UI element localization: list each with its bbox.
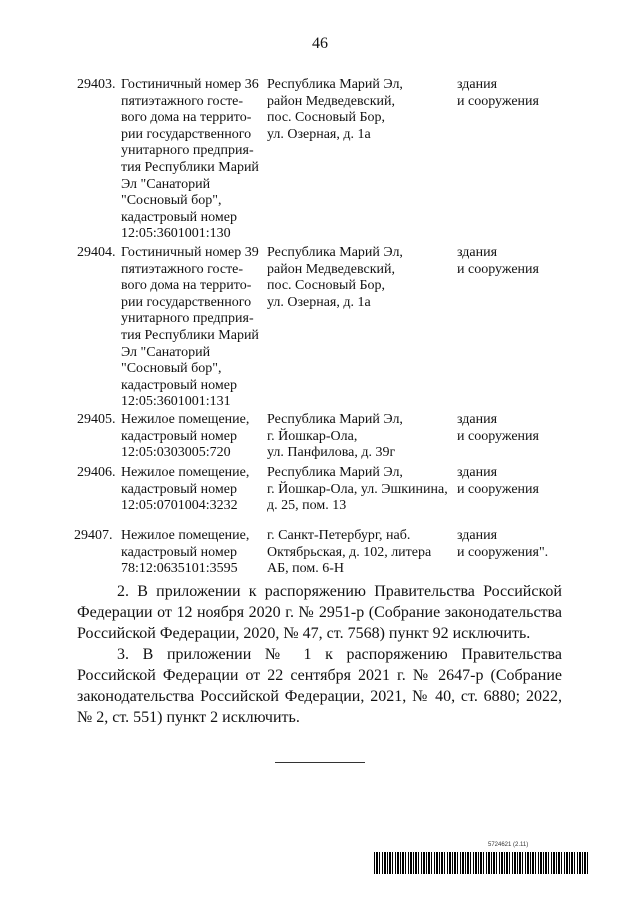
object-address: Республика Марий Эл, г. Йошкар-Ола, ул. Панфилова, д. 39г [267,412,403,461]
object-name: Нежилое помещение, кадастровый номер 12:05:0303005:720 [121,412,250,461]
object-address: Республика Марий Эл, район Медведевский, пос. Сосновый Бор, ул. Озерная, д. 1а [267,77,403,142]
object-type: здания и сооружения". [457,528,549,560]
row-number: 29404. [77,245,116,260]
row-number: 29407. [74,528,113,543]
separator-line [275,762,365,763]
paragraph-item-2 [77,581,562,644]
row-number: 29405. [77,412,116,427]
document-code: 5724621 (2.11) [488,842,529,848]
paragraph-item-3 [77,644,562,728]
object-name: Нежилое помещение, кадастровый номер 12:05:0701004:3232 [121,465,250,514]
object-address: Республика Марий Эл, район Медведевский, пос. Сосновый Бор, ул. Озерная, д. 1а [267,245,403,310]
paragraph-text: 2. В приложении к распоряжению Правительства Российской Федерации от 12 ноября 2020 г. № 2951-р (Собрание законодательства Российской Федерации, 2020, № 47, ст. 7568) пункт 92 исключить. [77,583,562,642]
object-type: здания и сооружения [457,412,539,444]
page-number: 46 [312,35,328,52]
barcode [374,852,589,874]
row-number: 29406. [77,465,116,480]
object-name: Гостиничный номер 36 пятиэтажного госте- вого дома на террито- рии государственного унитарного предприя- тия Республики Марий Эл "Санаторий "Сосновый бор", кадастровый номер 12:05:3601001:130 [121,77,259,242]
object-name: Нежилое помещение, кадастровый номер 78:12:0635101:3595 [121,528,250,577]
object-type: здания и сооружения [457,465,539,497]
object-address: г. Санкт-Петербург, наб. Октябрьская, д. 102, литера АБ, пом. 6-Н [267,528,432,577]
row-number: 29403. [77,77,116,92]
paragraph-text: 3. В приложении № 1 к распоряжению Правительства Российской Федерации от 22 сентября 2021 г. № 2647-р (Собрание законодательства Российской Федерации, 2021, № 40, ст. 6880; 2022, № 2, ст. 551) пункт 2 исключить. [77,646,562,726]
object-name: Гостиничный номер 39 пятиэтажного госте- вого дома на террито- рии государственного унитарного предприя- тия Республики Марий Эл "Санаторий "Сосновый бор", кадастровый номер 12:05:3601001:131 [121,245,259,410]
object-address: Республика Марий Эл, г. Йошкар-Ола, ул. Эшкинина, д. 25, пом. 13 [267,465,448,514]
object-type: здания и сооружения [457,245,539,277]
object-type: здания и сооружения [457,77,539,109]
